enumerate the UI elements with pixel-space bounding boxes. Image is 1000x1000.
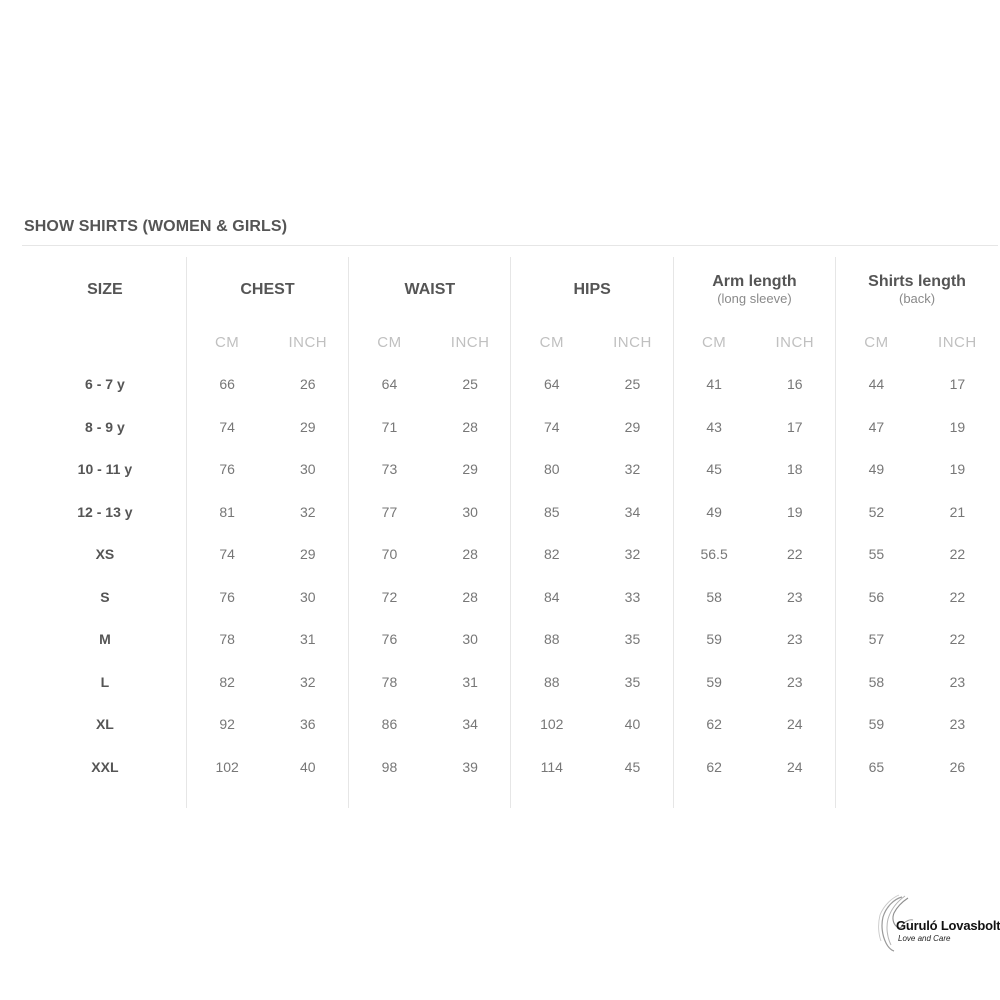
cell-inch: 17 — [786, 418, 803, 435]
cell-inch: 34 — [624, 503, 641, 520]
cell-cm: 41 — [673, 363, 754, 406]
group-sublabel: (long sleeve) — [717, 290, 792, 306]
cell-cm: 57 — [836, 618, 917, 661]
cell-cm: 62 — [673, 746, 754, 789]
size-label: XL — [95, 716, 114, 733]
cell-cm: 74 — [186, 406, 267, 449]
cell-cm: 64 — [349, 363, 430, 406]
unit-blank — [24, 321, 186, 363]
cell-cm: 92 — [186, 703, 267, 746]
unit-inch: INCH — [938, 333, 977, 351]
cell-cm: 84 — [511, 576, 592, 619]
unit-cm: CM — [836, 321, 917, 363]
cell-cm: 76 — [186, 576, 267, 619]
cell-inch: 23 — [786, 673, 803, 690]
cell-cm: 72 — [349, 576, 430, 619]
cell-cm: 74 — [511, 406, 592, 449]
cell-cm: 62 — [673, 703, 754, 746]
cell-inch: 34 — [462, 716, 478, 733]
cell-cm: 59 — [673, 661, 754, 704]
cell-inch: 35 — [624, 673, 641, 690]
cell-cm: 58 — [836, 661, 917, 704]
unit-cm: CM — [186, 321, 267, 363]
cell-inch: 35 — [624, 631, 641, 648]
cell-inch: 22 — [949, 546, 966, 563]
cell-inch: 24 — [786, 758, 803, 775]
size-label: L — [100, 673, 110, 690]
cell-inch: 31 — [300, 631, 316, 648]
padding-cell — [267, 788, 348, 808]
cell-inch: 32 — [624, 546, 641, 563]
cell-inch: 21 — [949, 503, 966, 520]
table-row — [24, 448, 998, 491]
cell-inch: 16 — [786, 376, 803, 393]
cell-inch: 32 — [624, 461, 641, 478]
cell-cm: 88 — [511, 618, 592, 661]
cell-cm: 45 — [673, 448, 754, 491]
cell-inch: 18 — [786, 461, 803, 478]
cell-cm: 43 — [673, 406, 754, 449]
cell-inch: 26 — [300, 376, 316, 393]
cell-cm: 74 — [186, 533, 267, 576]
cell-cm: 56 — [836, 576, 917, 619]
padding-cell — [511, 788, 592, 808]
cell-inch: 39 — [462, 758, 478, 775]
cell-cm: 78 — [349, 661, 430, 704]
padding-cell — [24, 788, 186, 808]
cell-inch: 32 — [300, 503, 316, 520]
cell-cm: 47 — [836, 406, 917, 449]
unit-header-row — [24, 321, 998, 363]
cell-inch: 30 — [462, 503, 478, 520]
cell-inch: 28 — [462, 418, 478, 435]
group-header-shirts-length — [836, 257, 998, 321]
cell-inch: 33 — [624, 588, 641, 605]
size-label: S — [100, 588, 110, 605]
cell-cm: 78 — [186, 618, 267, 661]
cell-cm: 98 — [349, 746, 430, 789]
unit-inch: INCH — [288, 333, 328, 351]
cell-cm: 56.5 — [673, 533, 754, 576]
cell-cm: 76 — [186, 448, 267, 491]
brand-tagline: Love and Care — [898, 934, 951, 943]
cell-cm: 85 — [511, 491, 592, 534]
cell-cm: 49 — [836, 448, 917, 491]
cell-inch: 30 — [462, 631, 478, 648]
cell-inch: 25 — [462, 376, 478, 393]
cell-inch: 19 — [949, 418, 966, 435]
cell-inch: 28 — [462, 546, 478, 563]
table-row — [24, 661, 998, 704]
group-header-waist — [349, 257, 511, 321]
padding-cell — [349, 788, 430, 808]
padding-cell — [917, 788, 998, 808]
cell-cm: 76 — [349, 618, 430, 661]
page-title: SHOW SHIRTS (WOMEN & GIRLS) — [24, 218, 288, 235]
cell-inch: 24 — [786, 716, 803, 733]
cell-cm: 80 — [511, 448, 592, 491]
cell-cm: 58 — [673, 576, 754, 619]
size-label: XXL — [91, 758, 119, 775]
size-header: SIZE — [87, 280, 123, 298]
cell-inch: 36 — [300, 716, 316, 733]
padding-cell — [673, 788, 754, 808]
size-rows — [24, 363, 998, 808]
cell-inch: 45 — [624, 758, 641, 775]
cell-cm: 73 — [349, 448, 430, 491]
cell-inch: 30 — [300, 461, 316, 478]
cell-inch: 29 — [624, 418, 641, 435]
unit-cm: CM — [349, 321, 430, 363]
cell-inch: 32 — [300, 673, 316, 690]
padding-cell — [430, 788, 511, 808]
cell-cm: 82 — [186, 661, 267, 704]
group-label: WAIST — [404, 280, 456, 298]
cell-inch: 28 — [462, 588, 478, 605]
cell-cm: 59 — [836, 703, 917, 746]
cell-cm: 52 — [836, 491, 917, 534]
group-label: Arm length — [712, 272, 797, 290]
size-chart-table — [24, 257, 998, 808]
table-row — [24, 703, 998, 746]
cell-cm: 82 — [511, 533, 592, 576]
padding-cell — [836, 788, 917, 808]
unit-cm: CM — [511, 321, 592, 363]
padding-cell — [592, 788, 673, 808]
cell-cm: 77 — [349, 491, 430, 534]
cell-inch: 29 — [300, 546, 316, 563]
group-header-arm-length — [673, 257, 835, 321]
size-label: 6 - 7 y — [85, 376, 125, 393]
cell-inch: 22 — [949, 588, 966, 605]
unit-inch: INCH — [775, 333, 815, 351]
cell-inch: 31 — [462, 673, 478, 690]
unit-inch: INCH — [450, 333, 490, 351]
table-row — [24, 406, 998, 449]
cell-inch: 19 — [949, 461, 966, 478]
size-label: 12 - 13 y — [77, 503, 133, 520]
cell-cm: 81 — [186, 491, 267, 534]
unit-inch: INCH — [613, 333, 652, 351]
cell-cm: 49 — [673, 491, 754, 534]
cell-cm: 44 — [836, 363, 917, 406]
cell-cm: 55 — [836, 533, 917, 576]
padding-cell — [186, 788, 267, 808]
table-bottom-padding — [24, 788, 998, 808]
group-header-hips — [511, 257, 673, 321]
table-row — [24, 746, 998, 789]
cell-cm: 102 — [511, 703, 592, 746]
cell-cm: 114 — [511, 746, 592, 789]
cell-inch: 23 — [786, 588, 803, 605]
cell-cm: 65 — [836, 746, 917, 789]
table-row — [24, 363, 998, 406]
cell-cm: 59 — [673, 618, 754, 661]
cell-cm: 102 — [186, 746, 267, 789]
group-label: CHEST — [240, 280, 295, 298]
table-row — [24, 533, 998, 576]
brand-logo — [872, 893, 998, 953]
cell-inch: 30 — [300, 588, 316, 605]
table-row — [24, 491, 998, 534]
cell-cm: 66 — [186, 363, 267, 406]
table-row — [24, 576, 998, 619]
cell-inch: 23 — [786, 631, 803, 648]
size-label: 10 - 11 y — [77, 461, 133, 478]
cell-inch: 23 — [949, 673, 966, 690]
size-label: 8 - 9 y — [85, 418, 125, 435]
group-label: HIPS — [573, 280, 611, 298]
cell-cm: 88 — [511, 661, 592, 704]
cell-inch: 25 — [624, 376, 641, 393]
cell-cm: 71 — [349, 406, 430, 449]
padding-cell — [754, 788, 835, 808]
cell-inch: 40 — [624, 716, 641, 733]
cell-inch: 29 — [300, 418, 316, 435]
cell-cm: 64 — [511, 363, 592, 406]
cell-inch: 19 — [786, 503, 803, 520]
group-header-row — [24, 257, 998, 321]
cell-inch: 22 — [786, 546, 803, 563]
table-row — [24, 618, 998, 661]
cell-inch: 23 — [949, 716, 966, 733]
group-sublabel: (back) — [898, 290, 936, 306]
cell-inch: 40 — [300, 758, 316, 775]
cell-inch: 29 — [462, 461, 478, 478]
group-label: Shirts length — [868, 272, 966, 290]
title-divider — [22, 245, 998, 246]
cell-inch: 22 — [949, 631, 966, 648]
size-label: M — [99, 631, 111, 648]
cell-cm: 70 — [349, 533, 430, 576]
unit-cm: CM — [673, 321, 754, 363]
size-label: XS — [95, 546, 115, 563]
cell-cm: 86 — [349, 703, 430, 746]
cell-inch: 17 — [949, 376, 966, 393]
group-header-chest — [186, 257, 348, 321]
brand-name: Guruló Lovasbolt — [896, 918, 1000, 933]
cell-inch: 26 — [949, 758, 966, 775]
